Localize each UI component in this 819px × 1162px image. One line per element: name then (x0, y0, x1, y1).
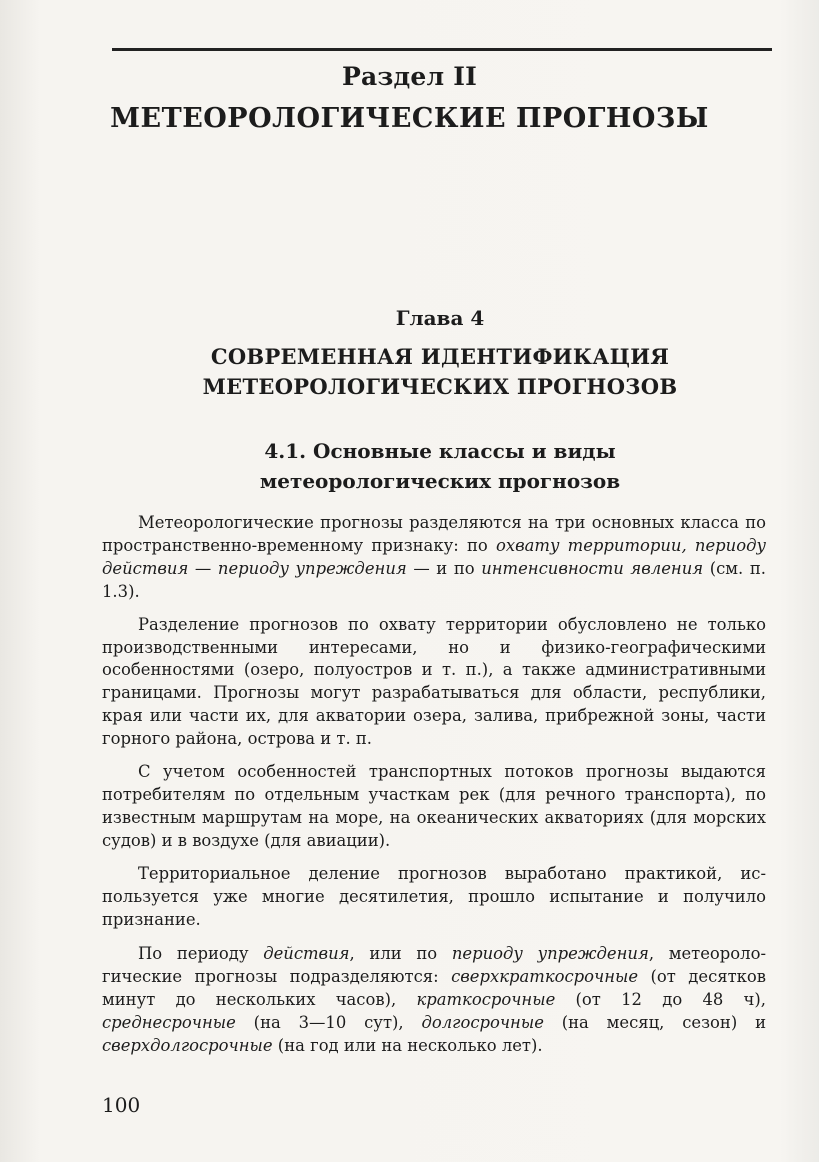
paragraph-5 (102, 943, 766, 1058)
paragraph-5-text-g: (на месяц, сезон) и (543, 1013, 766, 1033)
paragraph-1-emphasis-b: интенсивности явления (481, 558, 704, 578)
subsection-title (0, 436, 819, 496)
section-title: МЕТЕОРОЛОГИЧЕСКИЕ ПРОГНОЗЫ (110, 103, 709, 134)
paragraph-4: Территориальное деление прогнозов выработано практикой, используется уже многие десятилетия, прошло испытание и получило признание. (102, 863, 766, 929)
paragraph-5-emphasis-b: периоду упреждения (451, 944, 649, 964)
paragraph-3: С учетом особенностей транспортных потоков прогнозы выдаются потребителям по отдельным участкам рек (для речного транспорта), по известным маршрутам на море, на океанических акваториях (для морских судов) и в воздухе (для авиации). (102, 762, 766, 850)
paragraph-5-text-d: (от десятков минут до нескольких часов), (102, 967, 766, 1010)
paragraph-5-text-h: (на год или на несколько лет). (272, 1036, 543, 1056)
paragraph-5-emphasis-d: краткосрочные (416, 990, 556, 1010)
paragraph-5-emphasis-e: среднесрочные (102, 1013, 236, 1033)
subsection-title-line-2: метеорологических прогнозов (259, 469, 621, 493)
section-label: Раздел II (341, 62, 478, 91)
paragraph-1-text-a: Метеорологические прогнозы разделяются на три основных класса по пространственно-временному признаку: по (102, 513, 766, 555)
body-text (102, 512, 766, 1068)
page-number: 100 (102, 1093, 141, 1117)
chapter-title-line-1: СОВРЕМЕННАЯ ИДЕНТИФИКАЦИЯ (210, 344, 670, 369)
chapter-title (0, 342, 819, 402)
paragraph-5-text-e: (от 12 до 48 ч), (555, 990, 766, 1010)
paragraph-5-text-b: , или по (349, 944, 452, 964)
paragraph-5-emphasis-g: сверхдолгосрочные (102, 1036, 273, 1056)
paragraph-1-text-c: (см. п. 1.3). (102, 558, 766, 601)
paragraph-2: Разделение прогнозов по охвату территории обусловлено не только производственными интересами, но и физико-географическими особенностями (озеро, полуостров и т. п.), а также административными границами. Прогнозы могут разрабатываться для области, республики, края или части их, для акватории озера, залива, прибрежной зоны, части горного района, острова и т. п. (102, 614, 766, 749)
header-rule (112, 48, 772, 51)
paragraph-5-text-a: По периоду (138, 944, 264, 964)
paragraph-1-emphasis-a: охвату территории, периоду действия — периоду упреждения (102, 535, 766, 578)
paragraph-5-text-c: , метеорологические прогнозы подразделяются: (102, 944, 766, 987)
paragraph-5-emphasis-f: долгосрочные (421, 1013, 544, 1033)
paragraph-5-text-f: (на 3—10 сут), (235, 1013, 422, 1033)
subsection-title-line-1: 4.1. Основные классы и виды (264, 439, 616, 463)
paragraph-5-emphasis-a: действия (263, 944, 350, 964)
chapter-title-line-2: МЕТЕОРОЛОГИЧЕСКИХ ПРОГНОЗОВ (202, 374, 678, 399)
chapter-label: Глава 4 (395, 306, 485, 330)
paragraph-1 (102, 512, 766, 604)
paragraph-5-emphasis-c: сверхкраткосрочные (451, 967, 639, 987)
paragraph-1-text-b: — и по (406, 558, 482, 578)
